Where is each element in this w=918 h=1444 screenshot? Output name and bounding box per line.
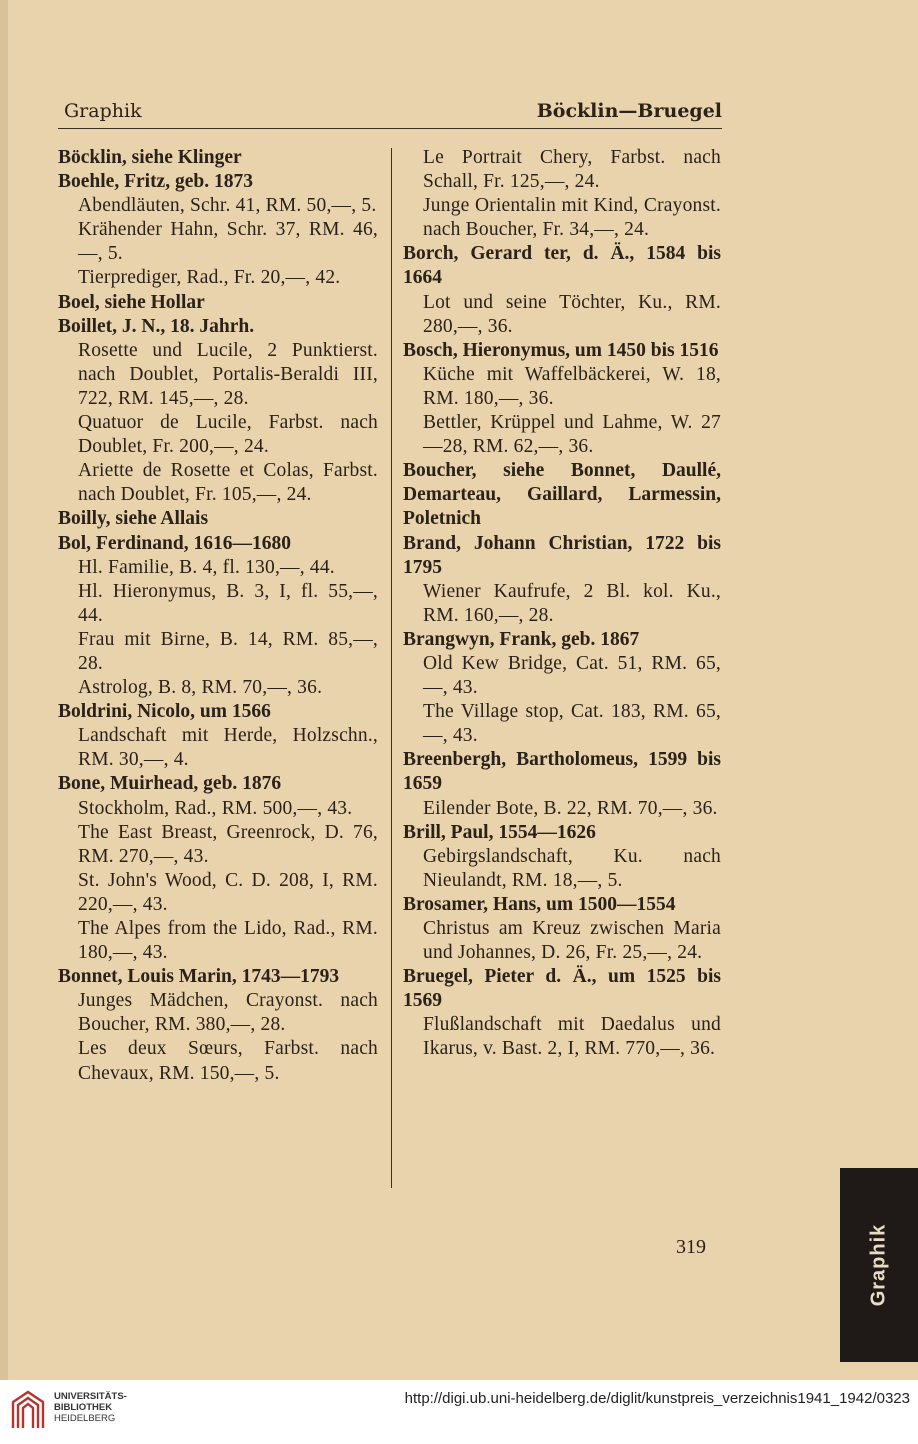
artwork-listing: Küche mit Waffelbäckerei, W. 18, RM. 180,—, 36. [423, 363, 721, 409]
index-entry [58, 315, 378, 508]
index-entry [58, 965, 378, 1085]
artist-heading: Boel, siehe Hollar [58, 291, 205, 313]
artwork-listing: Lot und seine Töchter, Ku., RM. 280,—, 36. [423, 291, 721, 337]
artwork-listing: Ariette de Rosette et Colas, Farbst. nach Doublet, Fr. 105,—, 24. [78, 460, 378, 506]
left-column [58, 146, 378, 1086]
index-entry [403, 628, 721, 748]
library-logo-icon [10, 1388, 46, 1432]
artwork-listing: The East Breast, Greenrock, D. 76, RM. 270,—, 43. [78, 821, 378, 867]
artwork-listing: The Village stop, Cat. 183, RM. 65,—, 43. [423, 701, 721, 747]
artwork-listing: Old Kew Bridge, Cat. 51, RM. 65,—, 43. [423, 652, 721, 699]
artist-heading: Breenbergh, Bartholomeus, 1599 bis 1659 [403, 749, 721, 795]
index-entry [403, 146, 721, 242]
artist-heading: Bruegel, Pieter d. Ä., um 1525 bis 1569 [403, 966, 721, 1012]
library-name-line: HEIDELBERG [54, 1413, 116, 1424]
section-thumb-tab [840, 1168, 918, 1362]
page-number: 319 [676, 1236, 706, 1258]
header-rule [58, 128, 722, 129]
index-entry [403, 532, 721, 628]
artwork-listing: Les deux Sœurs, Farbst. nach Chevaux, RM. 150,—, 5. [78, 1038, 378, 1084]
index-entry [403, 965, 721, 1061]
artwork-listing: Bettler, Krüppel und Lahme, W. 27—28, RM. 62,—, 36. [423, 412, 721, 458]
artwork-listing: Quatuor de Lucile, Farbst. nach Doublet, Fr. 200,—, 24. [78, 412, 378, 458]
artist-heading: Bonnet, Louis Marin, 1743—1793 [58, 966, 340, 988]
artist-heading: Boillet, J. N., 18. Jahrh. [58, 315, 255, 337]
artwork-listing: Wiener Kaufrufe, 2 Bl. kol. Ku., RM. 160,—, 28. [423, 580, 721, 626]
index-entry [58, 532, 378, 701]
index-entry [403, 748, 721, 820]
artwork-listing: Hl. Familie, B. 4, fl. 130,—, 44. [78, 556, 335, 578]
library-name [54, 1391, 127, 1424]
artist-heading: Borch, Gerard ter, d. Ä., 1584 bis 1664 [403, 243, 721, 289]
index-entry [58, 146, 378, 170]
artwork-listing: Landschaft mit Herde, Holzschn., RM. 30,—, 4. [78, 725, 378, 771]
index-entry [58, 700, 378, 772]
index-entry [403, 339, 721, 459]
column-divider [391, 148, 392, 1188]
library-name-line: BIBLIOTHEK [54, 1402, 113, 1413]
artwork-listing: Flußlandschaft mit Daedalus und Ikarus, v. Bast. 2, I, RM. 770,—, 36. [423, 1014, 721, 1060]
artist-heading: Boldrini, Nicolo, um 1566 [58, 701, 271, 723]
artwork-listing: Junge Orientalin mit Kind, Crayonst. nach Boucher, Fr. 34,—, 24. [423, 195, 721, 241]
running-head-range: Böcklin—Bruegel [536, 100, 722, 122]
artwork-listing: Junges Mädchen, Crayonst. nach Boucher, RM. 380,—, 28. [78, 990, 378, 1036]
index-entry [58, 170, 378, 290]
footer-bar [0, 1380, 918, 1444]
artist-heading: Brand, Johann Christian, 1722 bis 1795 [403, 532, 721, 578]
library-name-line: UNIVERSITÄTS- [54, 1391, 127, 1402]
artist-heading: Boucher, siehe Bonnet, Daullé, Demarteau, Gaillard, Larmessin, Poletnich [403, 460, 721, 530]
artwork-listing: Le Portrait Chery, Farbst. nach Schall, Fr. 125,—, 24. [423, 147, 721, 193]
right-column [403, 146, 721, 1062]
artist-heading: Brangwyn, Frank, geb. 1867 [403, 628, 640, 650]
artist-heading: Boilly, siehe Allais [58, 508, 209, 530]
artist-heading: Brosamer, Hans, um 1500—1554 [403, 893, 676, 915]
index-entry [58, 291, 378, 315]
artwork-listing: The Alpes from the Lido, Rad., RM. 180,—, 43. [78, 918, 378, 964]
index-entry [403, 893, 721, 965]
artist-heading: Bosch, Hieronymus, um 1450 bis 1516 [403, 339, 719, 361]
artwork-listing: Krähender Hahn, Schr. 37, RM. 46,—, 5. [78, 219, 378, 265]
index-entry [58, 772, 378, 965]
artwork-listing: Gebirgslandschaft, Ku. nach Nieulandt, RM. 18,—, 5. [423, 845, 721, 891]
artwork-listing: Christus am Kreuz zwischen Maria und Johannes, D. 26, Fr. 25,—, 24. [423, 918, 721, 964]
artwork-listing: Abendläuten, Schr. 41, RM. 50,—, 5. [78, 195, 377, 217]
artist-heading: Böcklin, siehe Klinger [58, 147, 242, 168]
artwork-listing: Hl. Hieronymus, B. 3, I, fl. 55,—, 44. [78, 580, 378, 626]
artwork-listing: St. John's Wood, C. D. 208, I, RM. 220,—, 43. [78, 869, 378, 915]
running-head-section: Graphik [64, 100, 142, 122]
index-entry [403, 821, 721, 893]
artist-heading: Bol, Ferdinand, 1616—1680 [58, 532, 291, 554]
artwork-listing: Astrolog, B. 8, RM. 70,—, 36. [78, 677, 323, 699]
artist-heading: Bone, Muirhead, geb. 1876 [58, 773, 282, 795]
artist-heading: Brill, Paul, 1554—1626 [403, 821, 596, 843]
artwork-listing: Stockholm, Rad., RM. 500,—, 43. [78, 797, 353, 819]
artwork-listing: Eilender Bote, B. 22, RM. 70,—, 36. [423, 797, 718, 819]
index-entry [403, 459, 721, 531]
section-thumb-tab-label: Graphik [867, 1223, 890, 1307]
artist-heading: Boehle, Fritz, geb. 1873 [58, 171, 253, 193]
artwork-listing: Rosette und Lucile, 2 Punktierst. nach Doublet, Portalis-Beraldi III, 722, RM. 145,—, 28. [78, 339, 378, 409]
page-edge [0, 0, 8, 1380]
index-entry [58, 507, 378, 531]
index-entry [403, 242, 721, 338]
artwork-listing: Frau mit Birne, B. 14, RM. 85,—, 28. [78, 628, 378, 674]
source-url[interactable]: http://digi.ub.uni-heidelberg.de/diglit/kunstpreis_verzeichnis1941_1942/0323 [404, 1390, 910, 1407]
artwork-listing: Tierprediger, Rad., Fr. 20,—, 42. [78, 267, 341, 289]
